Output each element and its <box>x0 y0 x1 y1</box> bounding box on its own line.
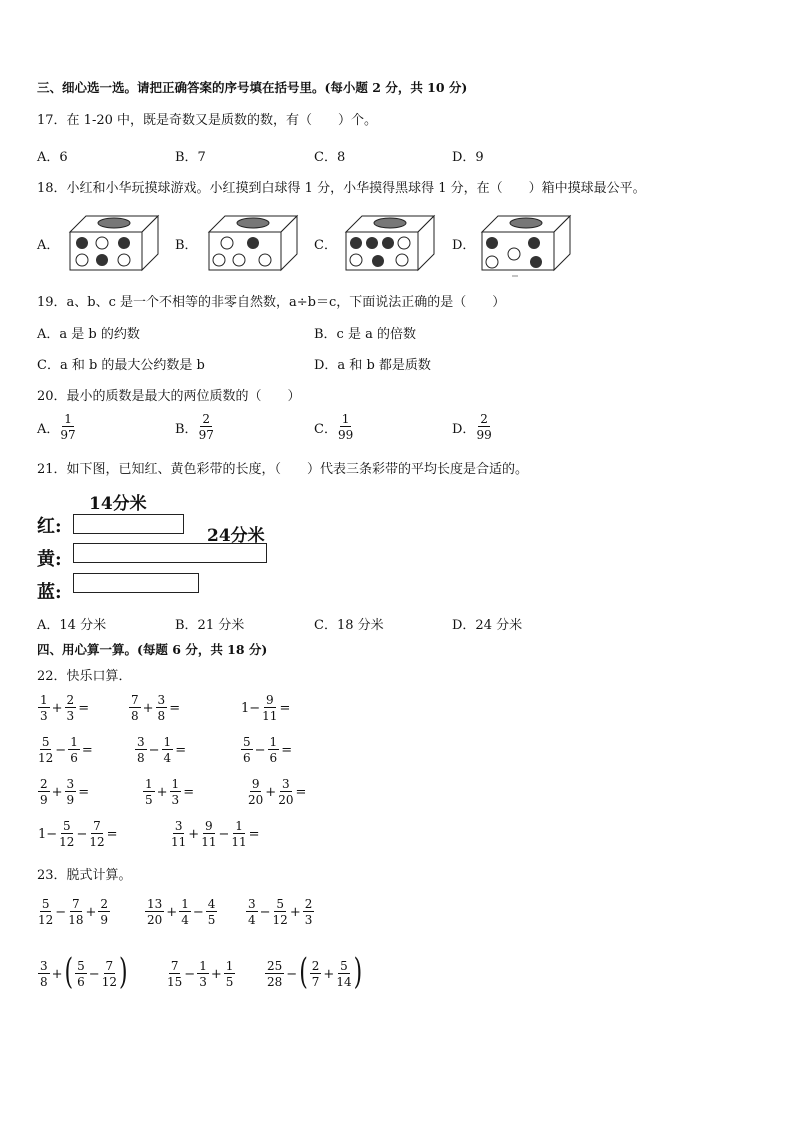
black-ball <box>118 237 130 249</box>
q20-option-a: A． $\frac{1}{97}$ <box>37 412 76 442</box>
oral-calc-8: $\frac{1}{5}$ + $\frac{1}{3}$ = <box>145 777 195 807</box>
section-4-title: 四、用心算一算。(每题 6 分，共 18 分) <box>37 642 268 657</box>
q19-option-a: A．a 是 b 的约数 <box>37 327 140 342</box>
oral-calc-7: $\frac{2}{9}$ + $\frac{3}{9}$ = <box>40 777 90 807</box>
q18-label-a: A． <box>37 238 60 253</box>
white-ball <box>508 248 520 260</box>
black-ball <box>486 237 498 249</box>
q20-option-b: B． $\frac{2}{97}$ <box>175 412 214 442</box>
ball-box-b <box>205 212 301 274</box>
white-ball <box>76 254 88 266</box>
oral-calc-4: $\frac{5}{12}$ − $\frac{1}{6}$ = <box>38 735 93 765</box>
oral-calc-1: $\frac{1}{3}$ + $\frac{2}{3}$ = <box>40 693 90 723</box>
white-ball <box>118 254 130 266</box>
q19-option-c: C．a 和 b 的最大公约数是 b <box>37 358 205 373</box>
red-ribbon <box>73 514 184 534</box>
black-ball <box>530 256 542 268</box>
black-ball <box>382 237 394 249</box>
white-ball <box>213 254 225 266</box>
q17-option-b: B．7 <box>175 150 206 165</box>
ball-box-d <box>478 212 574 278</box>
oral-calc-5: $\frac{3}{8}$ − $\frac{1}{4}$ = <box>137 735 187 765</box>
q19-option-b: B．c 是 a 的倍数 <box>314 327 416 342</box>
q21-option-c: C．18 分米 <box>314 618 384 633</box>
q18-label-b: B． <box>175 238 198 253</box>
step-calc-5: $\frac{7}{15}$ − $\frac{1}{3}$ + $\frac{1}{5}$ <box>167 959 234 989</box>
step-calc-2: $\frac{13}{20}$ + $\frac{1}{4}$ − $\frac{4}{5}$ <box>147 897 216 927</box>
step-calc-6: $\frac{25}{28}$ − ( $\frac{2}{7}$ + $\frac{5}{14}$ ) <box>267 953 363 994</box>
step-calc-4: $\frac{3}{8}$ + ( $\frac{5}{6}$ − $\frac{7}{12}$ ) <box>40 953 128 994</box>
q21-option-a: A．14 分米 <box>37 618 107 633</box>
white-ball <box>96 237 108 249</box>
blue-label: 蓝: <box>37 582 62 603</box>
q17-option-a: A．6 <box>37 150 68 165</box>
oral-calc-2: $\frac{7}{8}$ + $\frac{3}{8}$ = <box>131 693 181 723</box>
q21-option-d: D．24 分米 <box>452 618 523 633</box>
q18-label-d: D． <box>452 238 476 253</box>
q17-option-c: C．8 <box>314 150 346 165</box>
question-20: 20．最小的质数是最大的两位质数的（ ） <box>37 389 301 404</box>
question-23: 23．脱式计算。 <box>37 868 132 883</box>
question-17: 17．在 1-20 中，既是奇数又是质数的数，有（ ）个。 <box>37 113 378 128</box>
black-ball <box>350 237 362 249</box>
q17-option-d: D．9 <box>452 150 484 165</box>
ball-box-a <box>66 212 162 274</box>
yellow-ribbon <box>73 543 267 563</box>
step-calc-3: $\frac{3}{4}$ − $\frac{5}{12}$ + $\frac{2}{3}$ <box>248 897 313 927</box>
white-ball <box>221 237 233 249</box>
oral-calc-10: 1− $\frac{5}{12}$ − $\frac{7}{12}$ = <box>38 819 118 849</box>
white-ball <box>398 237 410 249</box>
oral-calc-6: $\frac{5}{6}$ − $\frac{1}{6}$ = <box>243 735 293 765</box>
oral-calc-11: $\frac{3}{11}$ + $\frac{9}{11}$ − $\frac{1}{11}$ = <box>171 819 260 849</box>
black-ball <box>96 254 108 266</box>
q20-option-d: D． $\frac{2}{99}$ <box>452 412 492 442</box>
black-ball <box>528 237 540 249</box>
step-calc-1: $\frac{5}{12}$ − $\frac{7}{18}$ + $\frac{2}{9}$ <box>38 897 109 927</box>
white-ball <box>259 254 271 266</box>
black-ball <box>366 237 378 249</box>
q20-option-c: C． $\frac{1}{99}$ <box>314 412 354 442</box>
red-label: 红: <box>37 516 62 537</box>
red-length-label: 14分米 <box>89 494 147 514</box>
blue-ribbon <box>73 573 199 593</box>
q19-option-d: D．a 和 b 都是质数 <box>314 358 431 373</box>
white-ball <box>233 254 245 266</box>
white-ball <box>396 254 408 266</box>
question-21: 21．如下图，已知红、黄色彩带的长度，（ ）代表三条彩带的平均长度是合适的。 <box>37 462 529 477</box>
question-18: 18．小红和小华玩摸球游戏。小红摸到白球得 1 分，小华摸得黑球得 1 分，在（ ）箱中摸球最公平。 <box>37 181 646 196</box>
white-ball <box>486 256 498 268</box>
question-22: 22．快乐口算． <box>37 669 132 684</box>
white-ball <box>350 254 362 266</box>
section-3-title: 三、细心选一选。请把正确答案的序号填在括号里。(每小题 2 分，共 10 分) <box>37 80 468 95</box>
ball-box-c <box>342 212 438 274</box>
black-ball <box>247 237 259 249</box>
oral-calc-3: 1− $\frac{9}{11}$ = <box>241 693 291 723</box>
yellow-length-label: 24分米 <box>207 526 265 546</box>
black-ball <box>372 255 384 267</box>
yellow-label: 黄: <box>37 549 62 570</box>
question-19: 19．a、b、c 是一个不相等的非零自然数，a÷b＝c，下面说法正确的是（ ） <box>37 295 506 310</box>
q18-label-c: C． <box>314 238 337 253</box>
q21-option-b: B．21 分米 <box>175 618 245 633</box>
black-ball <box>76 237 88 249</box>
oral-calc-9: $\frac{9}{20}$ + $\frac{3}{20}$ = <box>248 777 307 807</box>
